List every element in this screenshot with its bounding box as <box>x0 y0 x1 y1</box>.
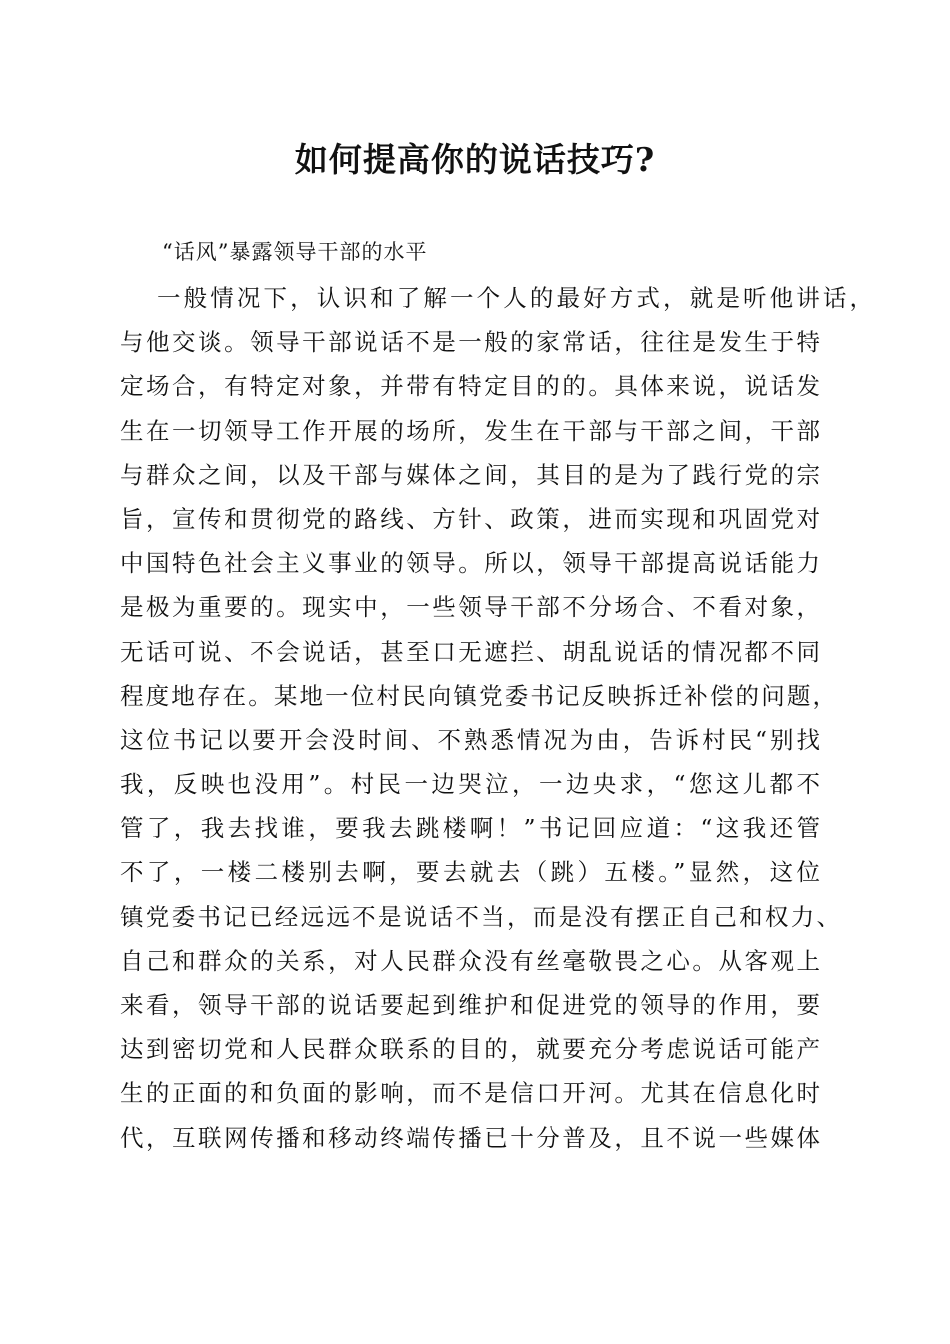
section-subheading: “话风”暴露领导干部的水平 <box>162 240 428 264</box>
body-line: 中国特色社会主义事业的领导。所以，领导干部提高说话能力 <box>120 549 820 578</box>
body-line: 是极为重要的。现实中，一些领导干部不分场合、不看对象， <box>120 593 820 622</box>
page-title: 如何提高你的说话技巧? <box>294 140 656 179</box>
body-line: 代，互联网传播和移动终端传播已十分普及，且不说一些媒体 <box>120 1123 820 1152</box>
body-line: 生的正面的和负面的影响，而不是信口开河。尤其在信息化时 <box>120 1079 820 1108</box>
body-line: 达到密切党和人民群众联系的目的，就要充分考虑说话可能产 <box>120 1035 820 1064</box>
body-line: 程度地存在。某地一位村民向镇党委书记反映拆迁补偿的问题， <box>120 681 836 710</box>
body-line: 旨，宣传和贯彻党的路线、方针、政策，进而实现和巩固党对 <box>120 504 820 533</box>
body-line: 与群众之间，以及干部与媒体之间，其目的是为了践行党的宗 <box>120 460 820 489</box>
body-line: 来看，领导干部的说话要起到维护和促进党的领导的作用，要 <box>120 991 820 1019</box>
body-line: 自己和群众的关系，对人民群众没有丝毫敬畏之心。从客观上 <box>120 946 820 975</box>
body-line: 管了，我去找谁，要我去跳楼啊！”书记回应道：“这我还管 <box>120 814 820 843</box>
body-line: 无话可说、不会说话，甚至口无遮拦、胡乱说话的情况都不同 <box>120 637 820 666</box>
body-line: 镇党委书记已经远远不是说话不当，而是没有摆正自己和权力、 <box>120 902 840 931</box>
body-text <box>120 280 873 1164</box>
body-line: 与他交谈。领导干部说话不是一般的家常话，往往是发生于特 <box>120 328 820 357</box>
body-line: 我，反映也没用”。村民一边哭泣，一边央求，“您这儿都不 <box>120 770 820 799</box>
body-line: 这位书记以要开会没时间、不熟悉情况为由，告诉村民“别找 <box>120 725 820 754</box>
body-line: 一般情况下，认识和了解一个人的最好方式，就是听他讲话， <box>157 284 873 312</box>
body-line: 生在一切领导工作开展的场所，发生在干部与干部之间，干部 <box>120 416 820 445</box>
body-line: 定场合，有特定对象，并带有特定目的的。具体来说，说话发 <box>120 372 820 401</box>
body-line: 不了，一楼二楼别去啊，要去就去（跳）五楼。”显然，这位 <box>120 858 820 887</box>
